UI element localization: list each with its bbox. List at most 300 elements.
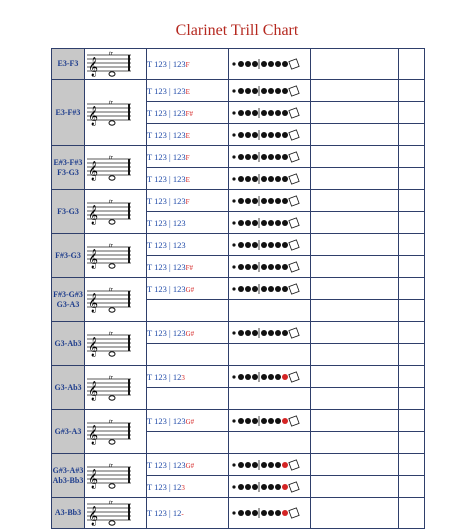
key-hole-icon [245, 330, 251, 336]
key-hole-icon [245, 242, 251, 248]
key-hole-icon [261, 462, 267, 468]
side-key-icon [289, 261, 299, 271]
note-label: G3-Ab3 [52, 366, 85, 410]
table-row [52, 49, 425, 80]
side-key-icon [289, 173, 299, 183]
staff-cell [85, 80, 147, 146]
staff-cell [85, 366, 147, 410]
keys-cell [229, 80, 311, 102]
key-hole-icon [268, 242, 274, 248]
fingering-separator: | [166, 195, 173, 206]
key-hole-icon [238, 88, 244, 94]
key-hole-icon [261, 154, 267, 160]
fingering-text: T 123 [147, 327, 167, 338]
svg-text:tr: tr [109, 99, 114, 106]
key-hole-icon [238, 132, 244, 138]
table-row [52, 322, 425, 344]
music-staff-icon [85, 373, 133, 403]
svg-text:tr: tr [109, 242, 114, 249]
key-hole-icon [261, 198, 267, 204]
key-hole-icon [282, 510, 288, 516]
key-hole-icon [261, 132, 267, 138]
key-hole-icon [232, 221, 235, 224]
empty-cell [399, 366, 425, 388]
empty-cell [311, 168, 399, 190]
key-hole-icon [238, 462, 244, 468]
music-staff-icon [85, 49, 133, 79]
fingering-text: T 123 [147, 151, 167, 162]
key-hole-icon [232, 199, 235, 202]
fingering-cell [147, 49, 229, 80]
table-row [52, 234, 425, 256]
treble-clef-icon: 𝄞 [88, 105, 99, 126]
fingering-cell [147, 476, 229, 498]
fingering-tail: 123 [172, 59, 186, 69]
table-row [52, 410, 425, 432]
key-hole-icon [245, 61, 251, 67]
side-key-icon [289, 508, 299, 518]
treble-clef-icon: 𝄞 [88, 506, 99, 526]
key-hole-icon [245, 176, 251, 182]
fingering-separator: | [166, 239, 173, 250]
key-hole-icon [282, 176, 288, 182]
fingering-keys-icon [229, 326, 305, 340]
staff-cell [85, 49, 147, 80]
empty-cell [399, 190, 425, 212]
fingering-separator: | [166, 173, 173, 184]
key-hole-icon [261, 110, 267, 116]
key-hole-icon [282, 88, 288, 94]
key-hole-icon [268, 264, 274, 270]
music-staff-icon [85, 153, 133, 183]
empty-cell [399, 256, 425, 278]
key-hole-icon [275, 264, 281, 270]
empty-cell [311, 366, 399, 388]
key-hole-icon [232, 243, 235, 246]
key-hole-icon [245, 462, 251, 468]
fingering-alt-key: F# [185, 263, 194, 272]
empty-cell [311, 212, 399, 234]
key-hole-icon [275, 110, 281, 116]
key-hole-icon [252, 242, 258, 248]
key-hole-icon [238, 418, 244, 424]
key-hole-icon [245, 418, 251, 424]
table-row [52, 146, 425, 168]
fingering-text: T 123 [147, 283, 167, 294]
fingering-text: T 123 [147, 217, 167, 228]
key-hole-icon [275, 418, 281, 424]
whole-note-icon [109, 307, 115, 311]
key-hole-icon [268, 176, 274, 182]
key-hole-icon [245, 484, 251, 490]
note-label: E3-F3 [52, 49, 85, 80]
key-hole-icon [268, 418, 274, 424]
fingering-tail: 123 [172, 283, 186, 294]
key-hole-icon [261, 330, 267, 336]
key-hole-icon [268, 132, 274, 138]
fingering-cell [147, 410, 229, 432]
key-hole-icon [252, 176, 258, 182]
key-hole-icon [238, 61, 244, 67]
note-label: F#3-G3 [52, 234, 85, 278]
note-label: E#3-F#3 F3-G3 [52, 146, 85, 190]
music-staff-icon [85, 461, 133, 491]
table-row [52, 278, 425, 300]
svg-text:tr: tr [109, 286, 114, 293]
key-hole-icon [232, 265, 235, 268]
empty-cell [399, 124, 425, 146]
keys-cell [229, 344, 311, 366]
key-hole-icon [261, 418, 267, 424]
key-hole-icon [261, 510, 267, 516]
key-hole-icon [268, 286, 274, 292]
key-hole-icon [232, 111, 235, 114]
fingering-keys-icon [229, 216, 305, 230]
fingering-cell [147, 366, 229, 388]
key-hole-icon [282, 264, 288, 270]
staff-cell [85, 146, 147, 190]
empty-cell [399, 102, 425, 124]
fingering-separator: | [166, 481, 173, 492]
empty-cell [311, 432, 399, 454]
key-hole-icon [275, 286, 281, 292]
keys-cell [229, 278, 311, 300]
key-hole-icon [261, 242, 267, 248]
fingering-tail: 123 [172, 459, 186, 470]
key-hole-icon [282, 418, 288, 424]
key-hole-icon [268, 61, 274, 67]
staff-cell [85, 454, 147, 498]
key-hole-icon [238, 286, 244, 292]
empty-cell [399, 322, 425, 344]
fingering-text: T 123 [147, 371, 167, 382]
key-hole-icon [275, 374, 281, 380]
key-hole-icon [232, 287, 235, 290]
side-key-icon [289, 85, 299, 95]
staff-cell [85, 190, 147, 234]
key-hole-icon [252, 484, 258, 490]
fingering-text: T 123 [147, 85, 167, 96]
fingering-tail: 123 [172, 173, 186, 184]
key-hole-icon [252, 154, 258, 160]
fingering-keys-icon [229, 150, 305, 164]
key-hole-icon [275, 220, 281, 226]
empty-cell [311, 146, 399, 168]
side-key-icon [289, 371, 299, 381]
fingering-cell [147, 234, 229, 256]
key-hole-icon [282, 132, 288, 138]
key-hole-icon [268, 330, 274, 336]
whole-note-icon [109, 439, 115, 443]
whole-note-icon [109, 395, 115, 399]
fingering-cell [147, 80, 229, 102]
fingering-tail: 123 [172, 151, 186, 162]
key-hole-icon [282, 154, 288, 160]
empty-cell [311, 476, 399, 498]
keys-cell [229, 476, 311, 498]
side-key-icon [289, 481, 299, 491]
key-hole-icon [232, 62, 235, 65]
fingering-cell [147, 300, 229, 322]
fingering-text: T 123 [147, 239, 167, 250]
music-staff-icon [85, 197, 133, 227]
key-hole-icon [238, 154, 244, 160]
key-hole-icon [268, 220, 274, 226]
empty-cell [311, 234, 399, 256]
key-hole-icon [252, 418, 258, 424]
whole-note-icon [109, 263, 115, 267]
note-label: F3-G3 [52, 190, 85, 234]
staff-cell [85, 322, 147, 366]
fingering-separator: | [166, 107, 173, 118]
fingering-cell [147, 498, 229, 529]
fingering-cell [147, 432, 229, 454]
svg-text:tr: tr [109, 51, 114, 57]
key-hole-icon [282, 61, 288, 67]
key-hole-icon [268, 88, 274, 94]
key-hole-icon [238, 110, 244, 116]
key-hole-icon [282, 484, 288, 490]
fingering-cell [147, 168, 229, 190]
whole-note-icon [109, 72, 115, 76]
key-hole-icon [252, 220, 258, 226]
empty-cell [399, 278, 425, 300]
fingering-text: T 123 [147, 59, 167, 69]
fingering-keys-icon [229, 260, 305, 274]
treble-clef-icon: 𝄞 [88, 424, 99, 445]
key-hole-icon [252, 61, 258, 67]
empty-cell [399, 388, 425, 410]
fingering-keys-icon [229, 194, 305, 208]
fingering-separator: | [166, 151, 173, 162]
empty-cell [399, 168, 425, 190]
key-hole-icon [252, 198, 258, 204]
key-hole-icon [252, 264, 258, 270]
fingering-alt-key: E [185, 175, 190, 184]
fingering-alt-key: E [185, 131, 190, 140]
key-hole-icon [282, 198, 288, 204]
key-hole-icon [275, 132, 281, 138]
empty-cell [399, 80, 425, 102]
fingering-cell [147, 256, 229, 278]
fingering-alt-key: F# [185, 109, 194, 118]
keys-cell [229, 454, 311, 476]
key-hole-icon [238, 176, 244, 182]
fingering-keys-icon [229, 238, 305, 252]
key-hole-icon [282, 462, 288, 468]
fingering-keys-icon [229, 57, 305, 71]
side-key-icon [289, 217, 299, 227]
fingering-separator: | [166, 327, 173, 338]
keys-cell [229, 234, 311, 256]
chart-title: Clarinet Trill Chart [175, 22, 299, 39]
keys-cell [229, 49, 311, 80]
empty-cell [311, 190, 399, 212]
fingering-alt-key: 3 [181, 483, 185, 492]
fingering-separator: | [166, 371, 173, 382]
key-hole-icon [252, 510, 258, 516]
key-hole-icon [245, 198, 251, 204]
staff-cell [85, 498, 147, 529]
key-hole-icon [245, 374, 251, 380]
key-hole-icon [232, 375, 235, 378]
key-hole-icon [261, 220, 267, 226]
fingering-text: T 123 [147, 415, 167, 426]
fingering-text: T 123 [147, 107, 167, 118]
table-row [52, 190, 425, 212]
side-key-icon [289, 151, 299, 161]
fingering-alt-key: - [181, 510, 184, 518]
fingering-tail: 123 [172, 195, 186, 206]
empty-cell [311, 388, 399, 410]
key-hole-icon [245, 110, 251, 116]
empty-cell [399, 476, 425, 498]
fingering-alt-key: F [185, 197, 190, 206]
key-hole-icon [261, 176, 267, 182]
key-hole-icon [275, 330, 281, 336]
music-staff-icon [85, 329, 133, 359]
fingering-tail: 123 [172, 85, 186, 96]
staff-cell [85, 278, 147, 322]
fingering-separator: | [166, 459, 173, 470]
key-hole-icon [261, 484, 267, 490]
fingering-tail: 123 [172, 239, 186, 250]
whole-note-icon [109, 120, 115, 124]
key-hole-icon [268, 510, 274, 516]
fingering-keys-icon [229, 84, 305, 98]
key-hole-icon [238, 242, 244, 248]
empty-cell [399, 300, 425, 322]
music-staff-icon [85, 498, 133, 528]
fingering-tail: 12 [172, 481, 182, 492]
keys-cell [229, 388, 311, 410]
fingering-keys-icon [229, 106, 305, 120]
key-hole-icon [282, 242, 288, 248]
keys-cell [229, 322, 311, 344]
empty-cell [311, 102, 399, 124]
fingering-text: T 123 [147, 195, 167, 206]
key-hole-icon [245, 510, 251, 516]
fingering-cell [147, 322, 229, 344]
fingering-cell [147, 124, 229, 146]
empty-cell [399, 454, 425, 476]
fingering-keys-icon [229, 370, 305, 384]
fingering-keys-icon [229, 458, 305, 472]
fingering-tail: 12 [172, 508, 182, 518]
fingering-text: T 123 [147, 459, 167, 470]
empty-cell [399, 498, 425, 529]
key-hole-icon [275, 462, 281, 468]
key-hole-icon [245, 286, 251, 292]
fingering-text: T 123 [147, 261, 167, 272]
key-hole-icon [275, 198, 281, 204]
note-label: G3-Ab3 [52, 322, 85, 366]
key-hole-icon [282, 110, 288, 116]
note-label: A3-Bb3 [52, 498, 85, 529]
side-key-icon [289, 129, 299, 139]
keys-cell [229, 102, 311, 124]
svg-text:tr: tr [109, 418, 114, 425]
key-hole-icon [275, 484, 281, 490]
key-hole-icon [232, 485, 235, 488]
whole-note-icon [109, 351, 115, 355]
key-hole-icon [252, 462, 258, 468]
fingering-keys-icon [229, 414, 305, 428]
fingering-keys-icon [229, 506, 305, 520]
key-hole-icon [268, 154, 274, 160]
key-hole-icon [261, 88, 267, 94]
empty-cell [311, 278, 399, 300]
keys-cell [229, 366, 311, 388]
fingering-separator: | [166, 415, 173, 426]
empty-cell [399, 234, 425, 256]
fingering-alt-key: 3 [181, 373, 185, 382]
staff-cell [85, 234, 147, 278]
empty-cell [311, 80, 399, 102]
fingering-keys-icon [229, 480, 305, 494]
key-hole-icon [261, 264, 267, 270]
key-hole-icon [232, 155, 235, 158]
fingering-tail: 123 [172, 261, 186, 272]
fingering-alt-key: F [185, 61, 190, 69]
fingering-alt-key: G# [185, 285, 195, 294]
svg-text:tr: tr [109, 154, 114, 161]
fingering-tail: 123 [172, 107, 186, 118]
key-hole-icon [261, 286, 267, 292]
key-hole-icon [252, 132, 258, 138]
fingering-separator: | [166, 261, 173, 272]
music-staff-icon [85, 98, 133, 128]
fingering-cell [147, 278, 229, 300]
fingering-text: T 123 [147, 508, 167, 518]
key-hole-icon [275, 176, 281, 182]
whole-note-icon [109, 521, 115, 525]
svg-text:tr: tr [109, 500, 114, 506]
fingering-text: T 123 [147, 173, 167, 184]
keys-cell [229, 498, 311, 529]
key-hole-icon [232, 133, 235, 136]
note-label: G#3-A3 [52, 410, 85, 454]
key-hole-icon [282, 220, 288, 226]
keys-cell [229, 168, 311, 190]
keys-cell [229, 212, 311, 234]
fingering-separator: | [166, 283, 173, 294]
fingering-cell [147, 212, 229, 234]
fingering-cell [147, 388, 229, 410]
empty-cell [399, 344, 425, 366]
fingering-cell [147, 190, 229, 212]
music-staff-icon [85, 285, 133, 315]
fingering-tail: 123 [172, 327, 186, 338]
key-hole-icon [252, 374, 258, 380]
key-hole-icon [282, 374, 288, 380]
table-row [52, 366, 425, 388]
side-key-icon [289, 327, 299, 337]
empty-cell [311, 49, 399, 80]
keys-cell [229, 432, 311, 454]
side-key-icon [289, 107, 299, 117]
key-hole-icon [275, 510, 281, 516]
fingering-separator: | [166, 129, 173, 140]
key-hole-icon [282, 286, 288, 292]
side-key-icon [289, 239, 299, 249]
empty-cell [311, 410, 399, 432]
treble-clef-icon: 𝄞 [88, 204, 99, 225]
empty-cell [311, 322, 399, 344]
keys-cell [229, 190, 311, 212]
key-hole-icon [238, 330, 244, 336]
note-label: F#3-G#3 G3-A3 [52, 278, 85, 322]
